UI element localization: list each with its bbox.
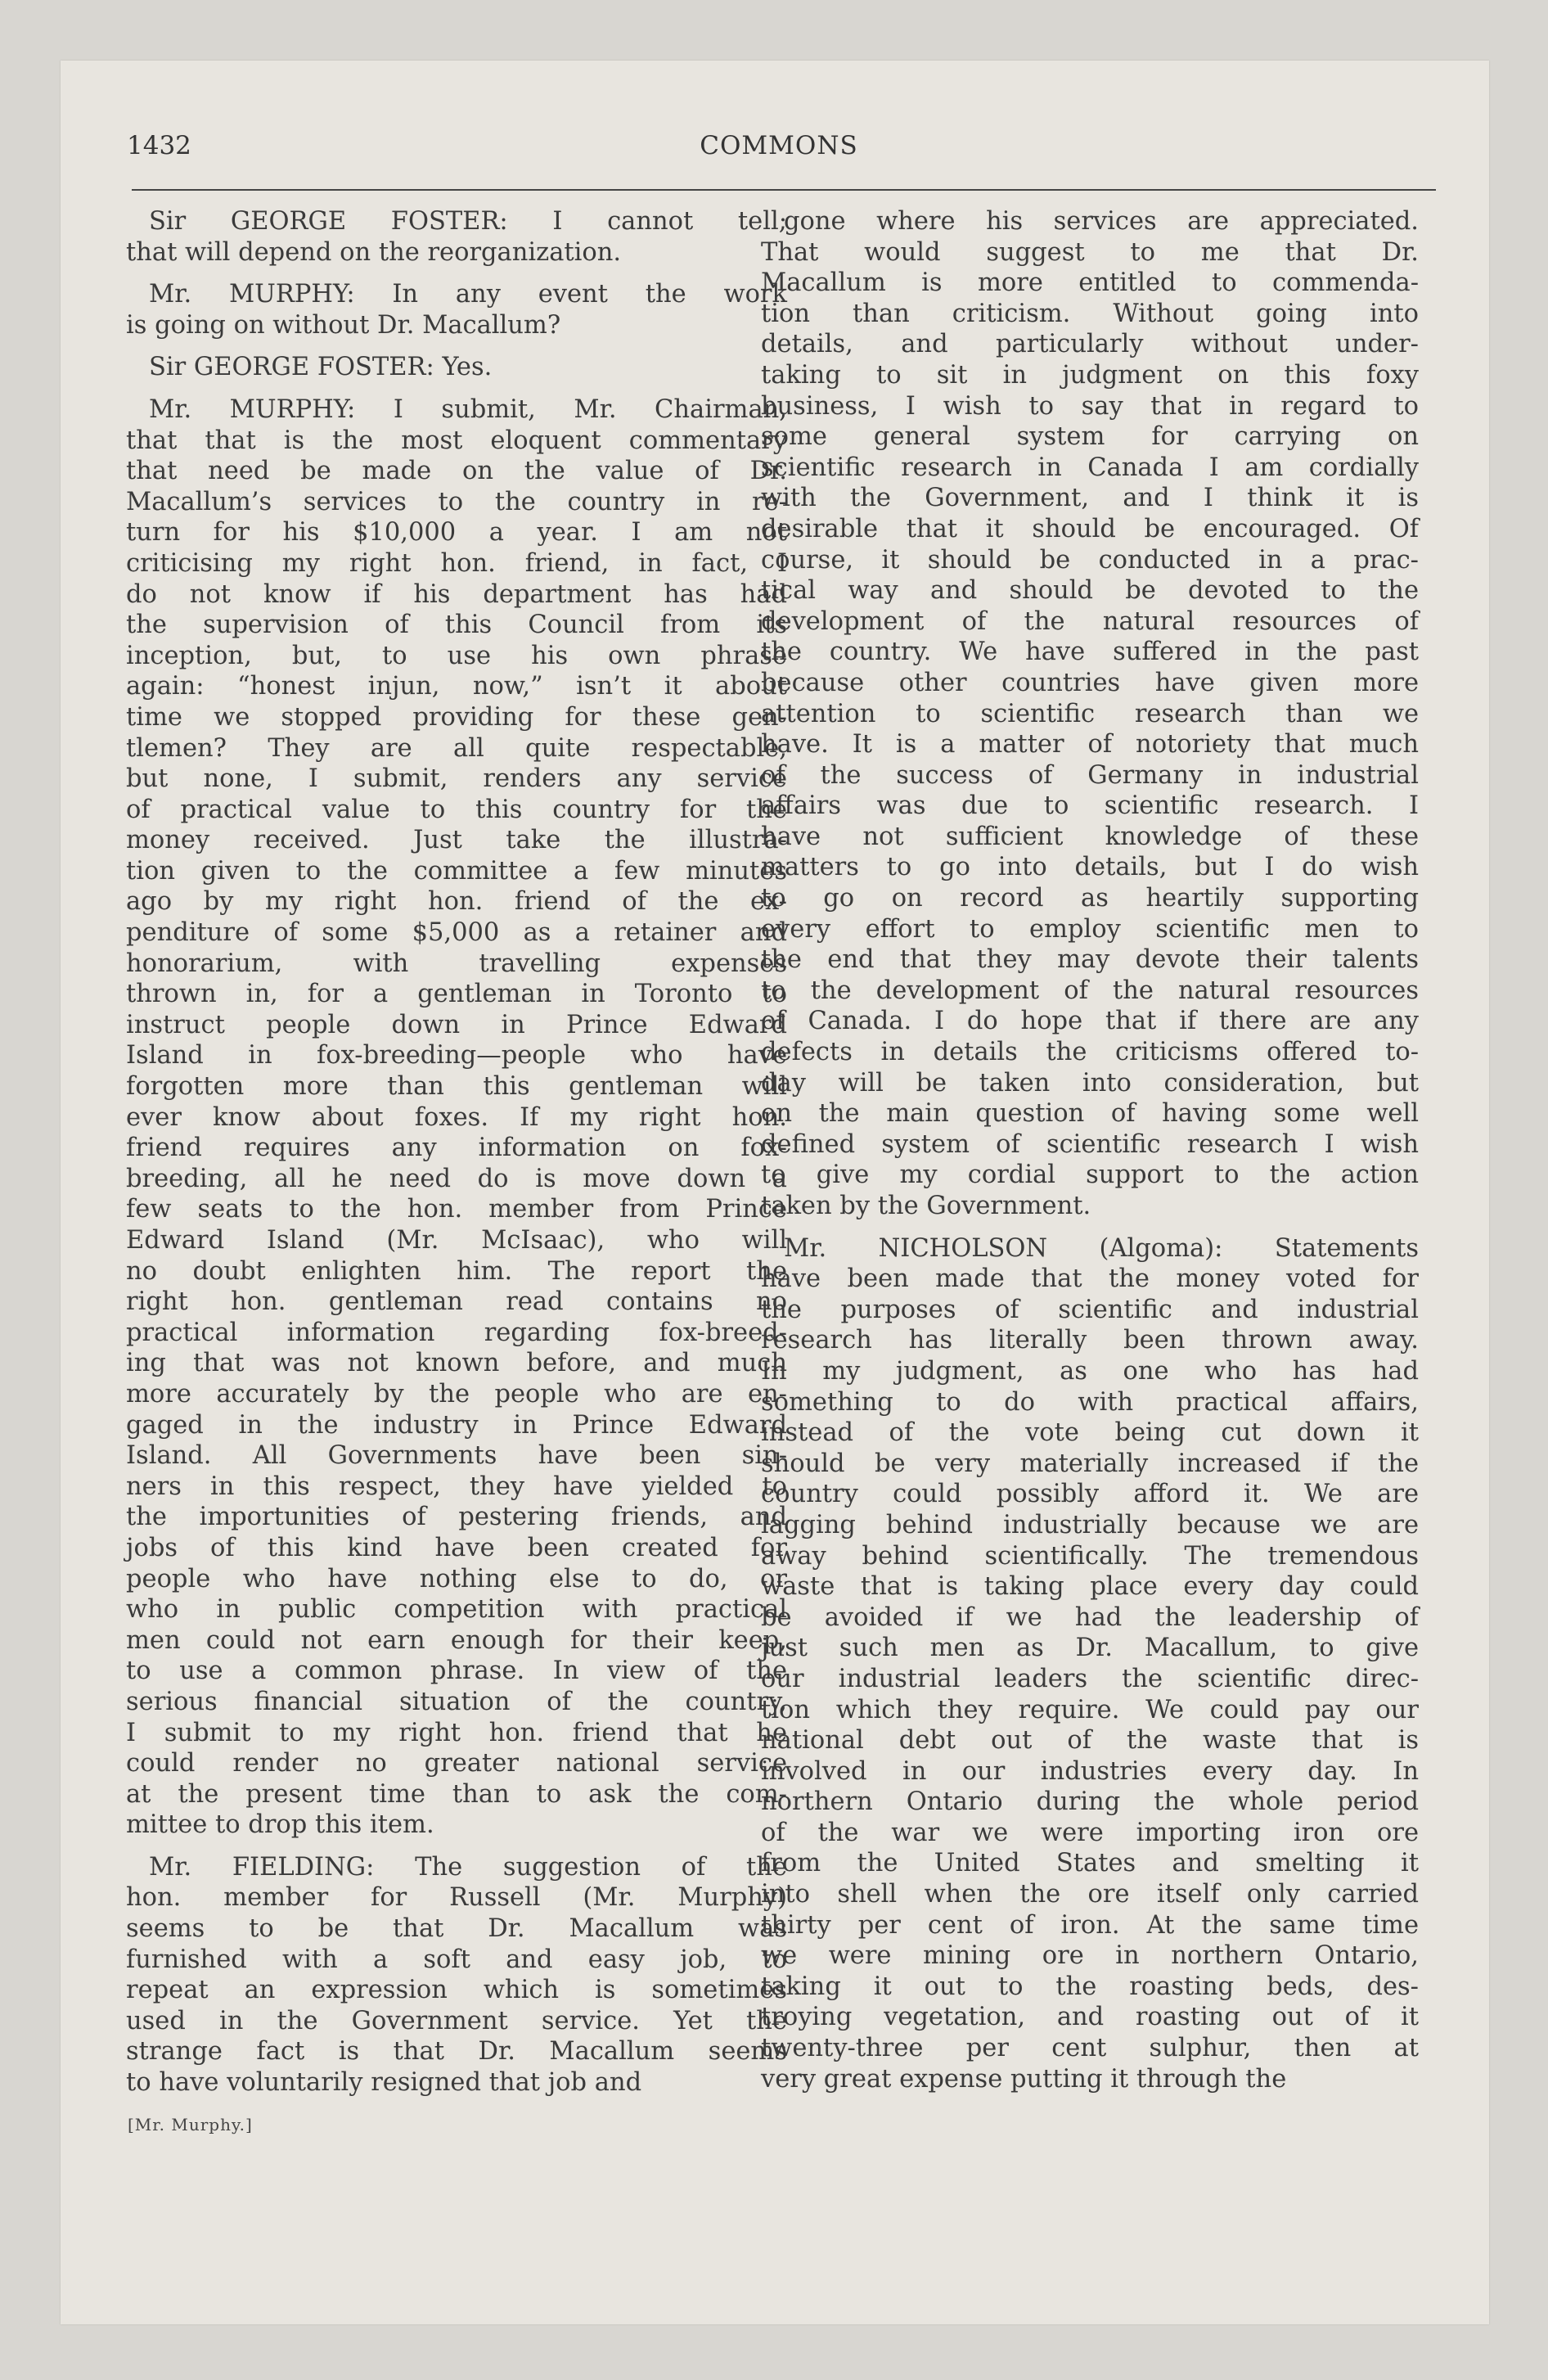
text-line: to go on record as heartily supporting xyxy=(761,884,1419,913)
text-line: breeding, all he need do is move down a xyxy=(126,1164,787,1193)
text-line: the supervision of this Council from its xyxy=(126,611,787,640)
paragraph xyxy=(761,206,1419,1222)
text-line: penditure of some $5,000 as a retainer and xyxy=(126,918,787,948)
text-line: matters to go into details, but I do wish xyxy=(761,853,1419,882)
text-line: because other countries have given more xyxy=(761,668,1419,697)
text-line: time we stopped providing for these gen- xyxy=(126,702,787,732)
text-line: some general system for carrying on xyxy=(761,422,1419,452)
text-line: business, I wish to say that in regard to xyxy=(761,391,1419,421)
paragraph xyxy=(126,1852,787,2098)
text-line: practical information regarding fox-breed- xyxy=(126,1318,787,1347)
text-line: few seats to the hon. member from Prince xyxy=(126,1195,787,1224)
text-line: development of the natural resources of xyxy=(761,606,1419,636)
text-line: seems to be that Dr. Macallum was xyxy=(126,1914,787,1944)
text-line: Island in fox-breeding—people who have xyxy=(126,1041,787,1071)
text-line: national debt out of the waste that is xyxy=(761,1726,1419,1756)
paragraph xyxy=(761,1233,1419,2095)
text-line: just such men as Dr. Macallum, to give xyxy=(761,1634,1419,1663)
text-line: affairs was due to scientific research. I xyxy=(761,791,1419,821)
text-line: northern Ontario during the whole period xyxy=(761,1787,1419,1817)
text-line: is going on without Dr. Macallum? xyxy=(126,310,561,340)
text-line: day will be taken into consideration, but xyxy=(761,1068,1419,1098)
text-line: tion given to the committee a few minutes xyxy=(126,856,787,886)
text-line: on the main question of having some well xyxy=(761,1099,1419,1129)
text-line: Mr. NICHOLSON (Algoma): Statements xyxy=(784,1233,1419,1263)
text-line: the country. We have suffered in the past xyxy=(761,638,1419,667)
text-line: have not sufficient knowledge of these xyxy=(761,822,1419,851)
text-line: away behind scientifically. The tremendous xyxy=(761,1541,1419,1571)
text-line: Sir GEORGE FOSTER: I cannot tell; xyxy=(149,207,787,236)
text-line: Macallum’s services to the country in re- xyxy=(126,487,787,516)
text-line: to use a common phrase. In view of the xyxy=(126,1657,787,1686)
text-line: but none, I submit, renders any service xyxy=(126,764,787,794)
text-line: with the Government, and I think it is xyxy=(761,484,1419,513)
text-line: taking it out to the roasting beds, des- xyxy=(761,1972,1419,2001)
text-line: instruct people down in Prince Edward xyxy=(126,1010,787,1039)
text-line: the end that they may devote their talents xyxy=(761,945,1419,975)
text-line: from the United States and smelting it xyxy=(761,1849,1419,1878)
text-line: course, it should be conducted in a prac- xyxy=(761,545,1419,575)
text-line: tion which they require. We could pay our xyxy=(761,1695,1419,1724)
text-line: every effort to employ scientific men to xyxy=(761,914,1419,944)
text-line: ever know about foxes. If my right hon. xyxy=(126,1102,787,1132)
text-line: desirable that it should be encouraged. Of xyxy=(761,514,1419,543)
text-line: the importunities of pestering friends, and xyxy=(126,1503,787,1532)
text-line: furnished with a soft and easy job, to xyxy=(126,1945,787,1974)
text-line: serious financial situation of the country, xyxy=(126,1687,787,1716)
text-line: right hon. gentleman read contains no xyxy=(126,1287,787,1317)
text-line: friend requires any information on fox- xyxy=(126,1134,787,1163)
paragraph xyxy=(126,352,787,383)
text-line: Sir GEORGE FOSTER: Yes. xyxy=(149,353,493,382)
text-line: ago by my right hon. friend of the ex- xyxy=(126,887,787,917)
text-line: Island. All Governments have been sin- xyxy=(126,1441,787,1471)
text-line: I submit to my right hon. friend that he xyxy=(126,1718,787,1747)
text-line: that need be made on the value of Dr. xyxy=(126,457,787,486)
text-line: instead of the vote being cut down it xyxy=(761,1418,1419,1448)
text-line: turn for his $10,000 a year. I am not xyxy=(126,518,787,548)
text-line: twenty-three per cent sulphur, then at xyxy=(761,2034,1419,2063)
text-line: hon. member for Russell (Mr. Murphy) xyxy=(126,1883,787,1913)
text-line: to have voluntarily resigned that job and xyxy=(126,2068,642,2098)
text-line: be avoided if we had the leadership of xyxy=(761,1602,1419,1632)
text-line: used in the Government service. Yet the xyxy=(126,2006,787,2035)
text-line: Macallum is more entitled to commenda- xyxy=(761,268,1419,298)
text-line: tical way and should be devoted to the xyxy=(761,576,1419,606)
text-line: thirty per cent of iron. At the same time xyxy=(761,1910,1419,1940)
text-line: something to do with practical affairs, xyxy=(761,1387,1419,1417)
text-line: very great expense putting it through the xyxy=(761,2064,1287,2094)
running-head: COMMONS xyxy=(700,131,858,160)
text-line: of practical value to this country for the xyxy=(126,795,787,824)
text-line: That would suggest to me that Dr. xyxy=(761,237,1419,267)
text-line: again: “honest injun, now,” isn’t it about xyxy=(126,672,787,701)
text-line: thrown in, for a gentleman in Toronto to xyxy=(126,980,787,1009)
text-line: men could not earn enough for their keep, xyxy=(126,1625,787,1655)
text-line: taking to sit in judgment on this foxy xyxy=(761,360,1419,390)
text-line: repeat an expression which is sometimes xyxy=(126,1976,787,2005)
text-line: more accurately by the people who are en- xyxy=(126,1379,787,1409)
page-number: 1432 xyxy=(127,131,191,160)
text-line: strange fact is that Dr. Macallum seems xyxy=(126,2037,787,2067)
text-line: gone where his services are appreciated. xyxy=(784,207,1419,236)
text-line: country could possibly afford it. We are xyxy=(761,1480,1419,1509)
text-line: no doubt enlighten him. The report the xyxy=(126,1256,787,1286)
text-line: to give my cordial support to the action xyxy=(761,1161,1419,1190)
text-line: Mr. MURPHY: I submit, Mr. Chairman, xyxy=(149,394,787,424)
speaker-attribution-footer: [Mr. Murphy.] xyxy=(128,2114,253,2134)
paragraph xyxy=(126,279,787,340)
text-line: of Canada. I do hope that if there are any xyxy=(761,1007,1419,1036)
text-line: ners in this respect, they have yielded to xyxy=(126,1472,787,1501)
text-line: waste that is taking place every day could xyxy=(761,1572,1419,1602)
text-line: our industrial leaders the scientific direc- xyxy=(761,1664,1419,1693)
header-rule xyxy=(132,189,1436,191)
text-line: defined system of scientific research I wish xyxy=(761,1129,1419,1159)
text-line: have been made that the money voted for xyxy=(761,1264,1419,1294)
text-line: of the war we were importing iron ore xyxy=(761,1818,1419,1847)
text-line: money received. Just take the illustra- xyxy=(126,826,787,855)
text-line: involved in our industries every day. In xyxy=(761,1756,1419,1786)
text-line: at the present time than to ask the com- xyxy=(126,1779,787,1809)
text-line: forgotten more than this gentleman will xyxy=(126,1072,787,1102)
text-line: lagging behind industrially because we are xyxy=(761,1510,1419,1539)
right-column xyxy=(761,206,1419,2106)
text-line: jobs of this kind have been created for xyxy=(126,1533,787,1562)
text-line: Mr. FIELDING: The suggestion of the xyxy=(149,1852,787,1882)
text-line: that that is the most eloquent commentary xyxy=(126,426,787,455)
text-line: the purposes of scientific and industrial xyxy=(761,1295,1419,1324)
text-line: taken by the Government. xyxy=(761,1192,1091,1220)
text-line: Edward Island (Mr. McIsaac), who will xyxy=(126,1226,787,1255)
text-line: mittee to drop this item. xyxy=(126,1810,434,1840)
text-line: inception, but, to use his own phrase xyxy=(126,641,787,670)
text-line: criticising my right hon. friend, in fact, I xyxy=(126,548,787,578)
text-line: Mr. MURPHY: In any event the work xyxy=(149,280,787,309)
text-line: honorarium, with travelling expenses xyxy=(126,949,787,978)
text-line: should be very materially increased if the xyxy=(761,1449,1419,1478)
text-line: to the development of the natural resources xyxy=(761,976,1419,1005)
text-line: that will depend on the reorganization. xyxy=(126,237,622,267)
text-line: attention to scientific research than we xyxy=(761,699,1419,728)
text-line: we were mining ore in northern Ontario, xyxy=(761,1941,1419,1971)
text-line: troying vegetation, and roasting out of it xyxy=(761,2003,1419,2032)
text-line: gaged in the industry in Prince Edward xyxy=(126,1410,787,1440)
text-line: defects in details the criticisms offered to- xyxy=(761,1038,1419,1067)
text-line: people who have nothing else to do, or xyxy=(126,1564,787,1593)
paragraph xyxy=(126,206,787,268)
text-line: do not know if his department has had xyxy=(126,579,787,609)
page-header xyxy=(127,131,1431,174)
text-line: research has literally been thrown away. xyxy=(761,1326,1419,1355)
text-line: scientific research in Canada I am cordially xyxy=(761,453,1419,482)
text-line: details, and particularly without under- xyxy=(761,330,1419,359)
text-line: could render no greater national service xyxy=(126,1749,787,1778)
text-line: of the success of Germany in industrial xyxy=(761,760,1419,790)
text-line: tlemen? They are all quite respectable, xyxy=(126,733,787,763)
paragraph xyxy=(126,394,787,1841)
document-page xyxy=(61,61,1489,2324)
text-line: into shell when the ore itself only carried xyxy=(761,1880,1419,1909)
text-line: ing that was not known before, and much xyxy=(126,1349,787,1378)
text-line: have. It is a matter of notoriety that much xyxy=(761,730,1419,760)
text-line: In my judgment, as one who has had xyxy=(761,1356,1419,1386)
text-line: tion than criticism. Without going into xyxy=(761,299,1419,328)
text-line: who in public competition with practical xyxy=(126,1595,787,1625)
left-column xyxy=(126,206,787,2140)
